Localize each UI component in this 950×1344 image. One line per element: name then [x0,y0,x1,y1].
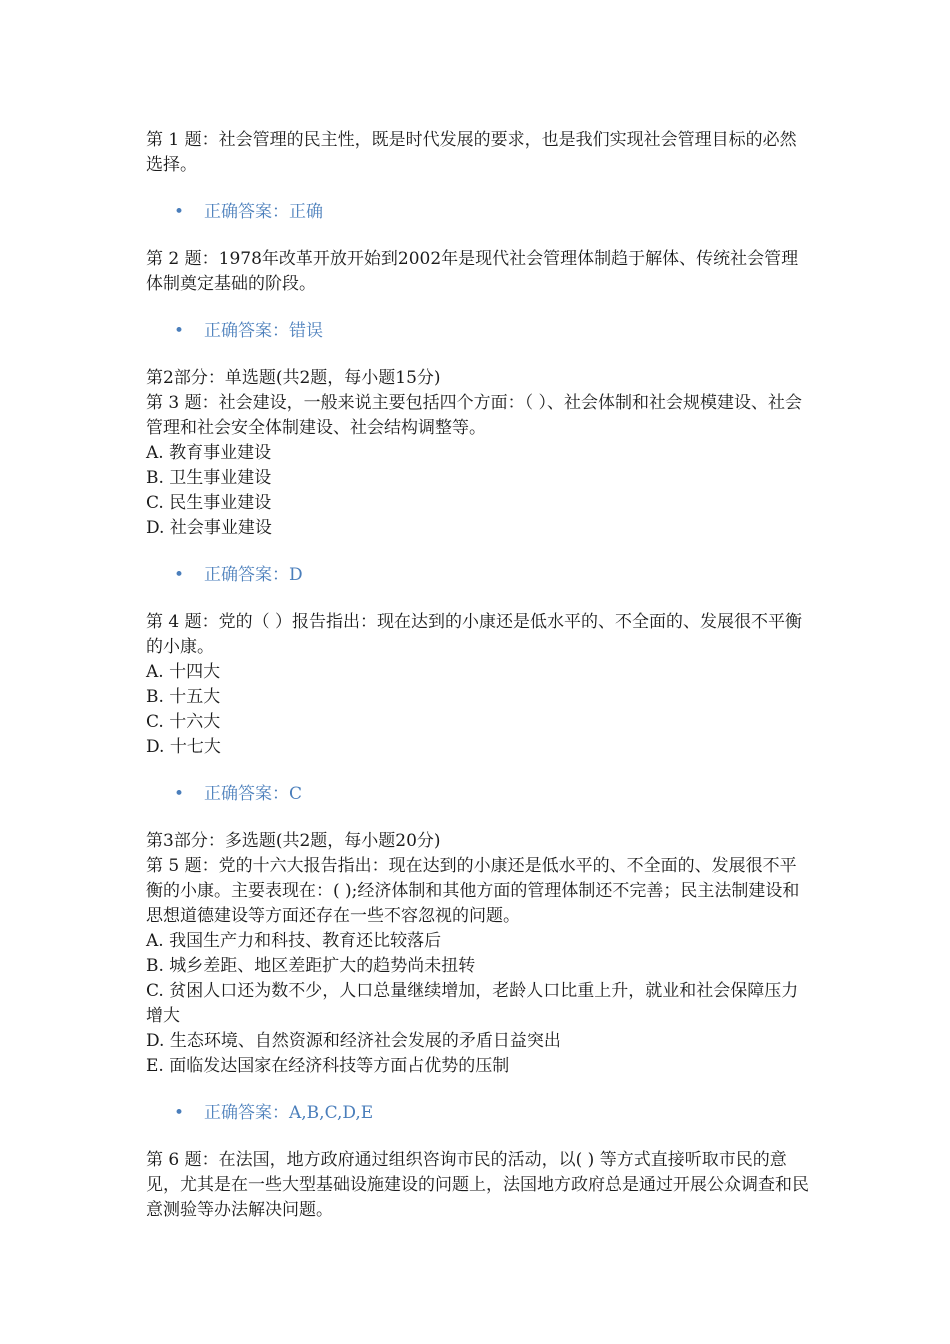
option-d: D. 生态环境、自然资源和经济社会发展的矛盾日益突出 [146,1031,561,1051]
option-a: A. 十四大 [146,662,221,682]
option-a: A. 我国生产力和科技、教育还比较落后 [146,931,442,951]
answer-3 [174,563,810,588]
bullet-icon: • [174,565,185,585]
option-b: B. 十五大 [146,687,221,707]
section-header-2: 第2部分：单选题(共2题，每小题15分) [146,368,441,388]
answer-value: A,B,C,D,E [289,1103,374,1123]
option-d: D. 十七大 [146,737,221,757]
option-b: B. 城乡差距、地区差距扩大的趋势尚未扭转 [146,956,476,976]
question-6: 第 6 题：在法国，地方政府通过组织咨询市民的活动，以( ) 等方式直接听取市民的意见，尤其是在一些大型基础设施建设的问题上，法国地方政府总是通过开展公众调查和民意测验等办法解决问题。 [146,1150,809,1220]
bullet-icon: • [174,784,185,804]
question-4: 第 4 题：党的（ ）报告指出：现在达到的小康还是低水平的、不全面的、发展很不平衡的小康。 [146,612,803,657]
answer-value: 错误 [289,321,323,341]
answer-value: C [289,784,303,804]
option-c: C. 贫困人口还为数不少，人口总量继续增加，老龄人口比重上升，就业和社会保障压力增大 [146,981,799,1026]
bullet-icon: • [174,202,185,222]
question-5: 第 5 题：党的十六大报告指出：现在达到的小康还是低水平的、不全面的、发展很不平衡的小康。主要表现在：( );经济体制和其他方面的管理体制还不完善；民主法制建设和思想道德建设等方面还存在一些不容忽视的问题。 [146,856,800,926]
answer-1 [174,200,810,225]
option-c: C. 十六大 [146,712,221,732]
bullet-icon: • [174,1103,185,1123]
option-e: E. 面临发达国家在经济科技等方面占优势的压制 [146,1056,510,1076]
answer-value: D [289,565,303,585]
section-header-3: 第3部分：多选题(共2题，每小题20分) [146,831,441,851]
bullet-icon: • [174,321,185,341]
answer-2 [174,319,810,344]
option-a: A. 教育事业建设 [146,443,272,463]
answer-5 [174,1101,810,1126]
answer-prefix: 正确答案： [204,784,289,804]
option-c: C. 民生事业建设 [146,493,272,513]
question-3: 第 3 题：社会建设，一般来说主要包括四个方面：（ ）、社会体制和社会规模建设、社会管理和社会安全体制建设、社会结构调整等。 [146,393,803,438]
answer-prefix: 正确答案： [204,321,289,341]
answer-value: 正确 [289,202,323,222]
document-page [146,128,810,1223]
option-b: B. 卫生事业建设 [146,468,272,488]
answer-prefix: 正确答案： [204,1103,289,1123]
answer-4 [174,782,810,807]
question-2: 第 2 题：1978年改革开放开始到2002年是现代社会管理体制趋于解体、传统社会管理体制奠定基础的阶段。 [146,249,799,294]
option-d: D. 社会事业建设 [146,518,272,538]
answer-prefix: 正确答案： [204,565,289,585]
question-1: 第 1 题：社会管理的民主性，既是时代发展的要求，也是我们实现社会管理目标的必然选择。 [146,130,797,175]
answer-prefix: 正确答案： [204,202,289,222]
